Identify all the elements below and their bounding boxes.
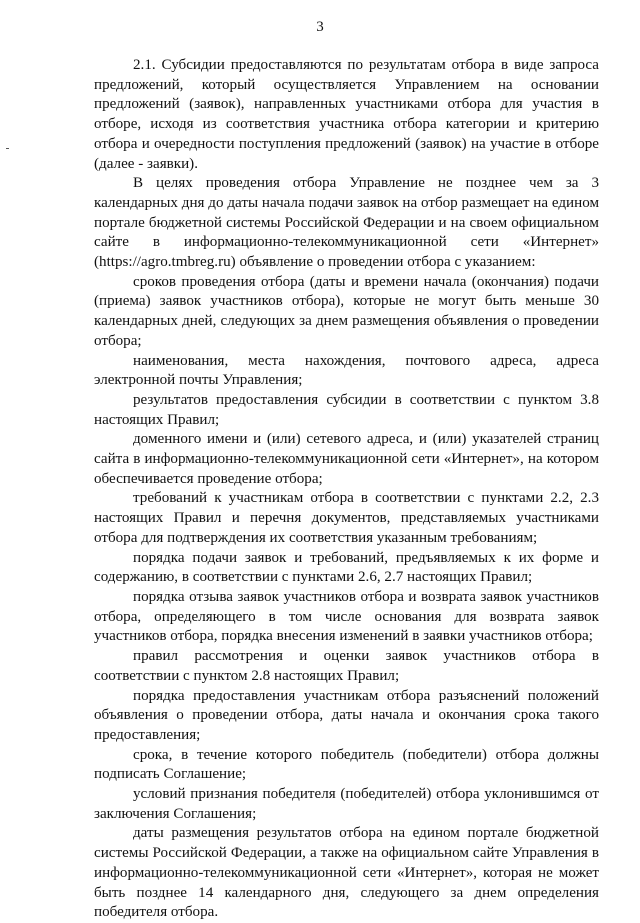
- list-item-evasion-conditions: условий признания победителя (победителей) отбора уклонившимся от заключения Соглашения;: [94, 786, 599, 822]
- list-item-publication-date: даты размещения результатов отбора на едином портале бюджетной системы Российской Федерации, а также на официальном сайте Управления в информационно-телекоммуникационной сети «Интернет», которая не может быть позднее 14 календарного дня, следующего за днем определения победителя отбора.: [94, 825, 599, 921]
- list-item-deadlines: сроков проведения отбора (даты и времени начала (окончания) подачи (приема) заявок участников отбора), которые не могут быть меньше 30 календарных дней, следующих за днем размещения объявления о проведении отбора;: [94, 273, 599, 349]
- paragraph-2-1: 2.1. Субсидии предоставляются по результатам отбора в виде запроса предложений, который осуществляется Управлением на основании предложений (заявок), направленных участниками отбора для участия в отборе, исходя из соответствия участника отбора категории и критерию отбора и очередности поступления предложений (заявок) на участие в отборе (далее - заявки).: [94, 57, 599, 172]
- document-body: [94, 56, 599, 923]
- list-item-submission-order: порядка подачи заявок и требований, предъявляемых к их форме и содержанию, в соответствии с пунктами 2.6, 2.7 настоящих Правил;: [94, 549, 599, 586]
- paragraph-announcement: В целях проведения отбора Управление не позднее чем за 3 календарных дня до даты начала подачи заявок на отбор размещает на едином портале бюджетной системы Российской Федерации и на своем официальном сайте в информационно-телекоммуникационной сети «Интернет» (https://agro.tmbreg.ru) объявление о проведении отбора с указанием:: [94, 175, 599, 271]
- list-item-requirements: требований к участникам отбора в соответствии с пунктами 2.2, 2.3 настоящих Правил и перечня документов, представляемых участниками отбора для подтверждения их соответствия указанным требованиям;: [94, 490, 599, 546]
- margin-mark: [6, 148, 9, 149]
- list-item-signing-term: срока, в течение которого победитель (победители) отбора должны подписать Соглашение;: [94, 746, 599, 783]
- list-item-withdrawal-order: порядка отзыва заявок участников отбора и возврата заявок участников отбора, определяющего в том числе основания для возврата заявок участников отбора, порядка внесения изменений в заявки участников отбора;: [94, 588, 599, 645]
- list-item-domain: доменного имени и (или) сетевого адреса, и (или) указателей страниц сайта в информационно-телекоммуникационной сети «Интернет», на котором обеспечивается проведение отбора;: [94, 431, 599, 487]
- list-item-address: наименования, места нахождения, почтового адреса, адреса электронной почты Управления;: [94, 352, 599, 389]
- list-item-evaluation-rules: правил рассмотрения и оценки заявок участников отбора в соответствии с пунктом 2.8 настоящих Правил;: [94, 648, 599, 684]
- list-item-results: результатов предоставления субсидии в соответствии с пунктом 3.8 настоящих Правил;: [94, 391, 599, 428]
- list-item-clarifications: порядка предоставления участникам отбора разъяснений положений объявления о проведении отбора, даты начала и окончания срока такого предоставления;: [94, 687, 599, 743]
- page-number: 3: [316, 19, 324, 35]
